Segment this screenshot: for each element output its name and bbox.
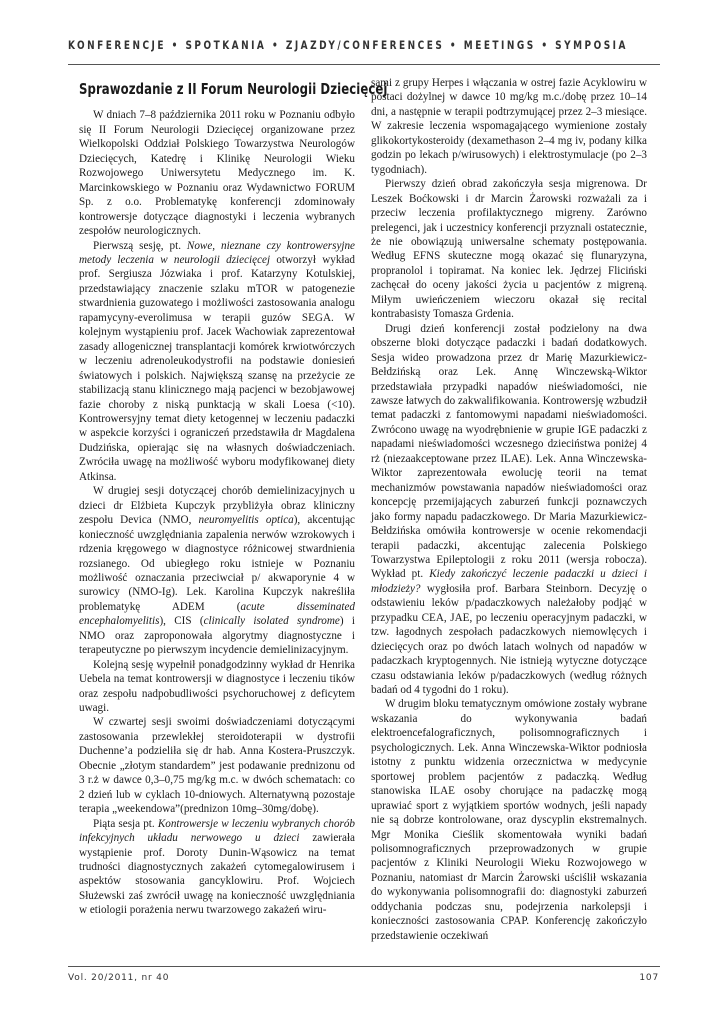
header-rule (68, 64, 660, 65)
paragraph: W drugiej sesji dotyczącej chorób demielinizacyjnych u dzieci dr Elżbieta Kupczyk przybliżyła obraz kliniczny zespołu Devica (NMO, neuromyelitis optica), akcentując konieczność uwzględniania zapalenia nerwów wzrokowych i rdzenia kręgowego w diagnostyce różnicowej stwardnienia rozsianego. Od ubiegłego roku istnieje w Poznaniu możliwość oznaczania przeciwciał p/ akwaporynie 4 w surowicy (NMO-Ig). Lek. Karolina Kupczyk nakreśliła problematykę ADEM (acute disseminated encephalomyelitis), CIS (clinically isolated syndrome) i NMO oraz zaproponowała algorytmy diagnostyczne i terapeutyczne po pierwszym incydencie demielinizacyjnym. (79, 485, 355, 657)
right-column (371, 76, 647, 958)
article-title: Sprawozdanie z II Forum Neurologii Dziecięcej (79, 80, 388, 98)
paragraph: W drugim bloku tematycznym omówione zostały wybrane wskazania do wykonywania badań elektroencefalograficznych, polisomnograficznych i psychologicznych. Lek. Anna Winczewska-Wiktor podniosła istotny z punktu widzenia orzecznictwa w medycynie sportowej problem pacjentów z padaczką. Według stanowiska ILAE osoby chorujące na padaczkę mogą uprawiać sport z wyjątkiem sportów wodnych, jeśli napady nie są dobrze kontrolowane, oraz dyscyplin ekstremalnych. Mgr Monika Cieślik skomentowała wyniki badań polisomnograficznych przeprowadzonych w grupie pacjentów z Kliniki Neurologii Wieku Rozwojowego w Poznaniu, natomiast dr Marcin Żarowski uściślił wskazania do wykonywania polisomnografii do: diagnostyki zaburzeń oddychania podczas snu, podejrzenia narkolepsji i konieczności zastosowania CPAP. Konferencję zakończyło przedstawienie oczekiwań (371, 698, 647, 942)
paragraph: W dniach 7–8 października 2011 roku w Poznaniu odbyło się II Forum Neurologii Dziecięcej organizowane przez Wielkopolski Oddział Polskiego Towarzystwa Neurologów Dziecięcych, Katedrę i Klinikę Neurologii Wieku Rozwojowego Uniwersytetu Medycznego im. K. Marcinkowskiego w Poznaniu oraz Wydawnictwo FORUM Sp. z o.o. Problematykę konferencji zdominowały kontrowersje dotyczące diagnostyki i leczenia wybranych zespołów neurologicznych. (79, 109, 355, 238)
running-header: KONFERENCJE • SPOTKANIA • ZJAZDY/CONFERENCES • MEETINGS • SYMPOSIA (68, 38, 628, 52)
paragraph: W czwartej sesji swoimi doświadczeniami dotyczącymi zastosowania przewlekłej steroidoterapii w dystrofii Duchenne’a podzieliła się dr hab. Anna Kostera-Pruszczyk. Obecnie „złotym standardem” jest podawanie prednizonu od 3 r.ż w dawce 0,3–0,75 mg/kg m.c. w dwóch schematach: co 2 dzień lub w cyklach 10-dniowych. Alternatywną pozostaje terapia „weekendowa”(prednizon 10mg–30mg/dobę). (79, 716, 355, 816)
paragraph: Pierwszy dzień obrad zakończyła sesja migrenowa. Dr Leszek Boćkowski i dr Marcin Żarowski rozważali za i przeciw leczenia profilaktycznego migreny. Zarówno prelegenci, jak i uczestnicy konferencji przyznali ostatecznie, że nie obowiązują uniwersalne schematy postępowania. Według EFNS skuteczne mogą okazać się flunaryzyna, propranolol i topiramat. Na koniec lek. Jędrzej Fliciński zachęcał do oceny jakości życia u pacjentów z migreną. Miłym uwieńczeniem wieczoru okazał się recital kontrabasisty Tomasza Grdenia. (371, 178, 647, 321)
footer-rule (68, 966, 660, 967)
paragraph: Piąta sesja pt. Kontrowersje w leczeniu wybranych chorób infekcyjnych układu nerwowego u dzieci zawierała wystąpienie prof. Doroty Dunin-Wąsowicz na temat trudności diagnostycznych zakażeń cytomegalowirusem i aspektów stosowania gancyklowiru. Prof. Wojciech Służewski zaś zwrócił uwagę na konieczność uwzględniania w etiologii porażenia nerwu twarzowego zakażeń wiru- (79, 817, 355, 917)
left-column (79, 76, 388, 958)
paragraph: Kolejną sesję wypełnił ponadgodzinny wykład dr Henrika Uebela na temat kontrowersji w diagnostyce i leczeniu tików oraz zespołu nadpobudliwości psychoruchowej z deficytem uwagi. (79, 658, 355, 715)
page-number: 107 (639, 973, 659, 983)
paragraph: sami z grupy Herpes i włączania w ostrej fazie Acyklowiru w postaci dożylnej w dawce 10 mg/kg m.c./dobę przez 10–14 dni, a następnie w terapii podtrzymującej przez 2–3 miesiące. W zakresie leczenia wspomagającego wymienione zostały glikokortykosteroidy (dexamethason 2–4 mg iv, podany kilka godzin po lekach p/wirusowych) i elektrostymulacje (po 2–3 tygodniach). (371, 77, 647, 176)
paragraph: Pierwszą sesję, pt. Nowe, nieznane czy kontrowersyjne metody leczenia w neurologii dziecięcej otworzył wykład prof. Sergiusza Józwiaka i prof. Katarzyny Kotulskiej, przedstawiający znaczenie szlaku mTOR w patogenezie stwardnienia guzowatego i możliwości zastosowania analogu rapamycyny-everolimusa w terapii guzów SEGA. W kolejnym wystąpieniu prof. Jacek Wachowiak zaprezentował zasady allogenicznej transplantacji komórek krwiotwórczych w leczeniu adrenoleukodystrofii na podstawie doniesień światowych i polskich. Największą szansę na przeżycie ze stabilizacją stanu klinicznego mają pacjenci w bezobjawowej fazie choroby z niską punktacją w skali Loesa (<10). Kontrowersyjny temat diety ketogennej w leczeniu padaczki w aspekcie korzyści i ograniczeń przedstawiła dr Magdalena Dudzińska, opierając się na własnych doświadczeniach. Zwróciła uwagę na możliwość wyboru modyfikowanej diety Atkinsa. (79, 239, 355, 483)
footer-volume: Vol. 20/2011, nr 40 (68, 973, 170, 983)
paragraph: Drugi dzień konferencji został podzielony na dwa obszerne bloki dotyczące padaczki i badań dodatkowych. Sesja wideo prowadzona przez dr Marię Mazurkiewicz-Bełdzińską oraz Lek. Annę Winczewską-Wiktor przedstawiała przypadki napadów nieświadomości, nie zawsze łatwych do zakwalifikowania. Kontrowersję wzbudził temat padaczki z fantomowymi napadami nieświadomości. Zwrócono uwagę na wyodrębnienie w grupie IGE padaczki z napadami nieświadomości wczesnego dzieciństwa poniżej 4 rż (niezaakceptowane przez ILAE). Lek. Anna Winczewska-Wiktor zaprezentowała ewolucję teorii na temat mechanizmów powstawania napadów nieświadomości oraz koncepcję przemijających zaburzeń funkcji poznawczych jako formy napadu padaczkowego. Dr Maria Mazurkiewicz-Bełdzińska omówiła kontrowersje w ocenie rekomendacji terapii padaczki, akcentując zalecenia Polskiego Towarzystwa Epileptologii z roku 2011 (wersja robocza). Wykład pt. Kiedy zakończyć leczenie padaczki u dzieci i młodzieży? wygłosiła prof. Barbara Steinborn. Decyzję o odstawieniu leków p/padaczkowych należałoby podjąć w przypadku CEA, JAE, po leczeniu operacyjnym padaczki, w tzw. łagodnych zespołach padaczkowych niemowlęcych i dziecięcych oraz po dwóch latach wolnych od napadów w padaczkach kryptogennych. Nie istnieją wytyczne dotyczące czasu odstawiania leków p/padaczkowych (według różnych badań od 4 tygodni do 1 roku). (371, 322, 647, 697)
